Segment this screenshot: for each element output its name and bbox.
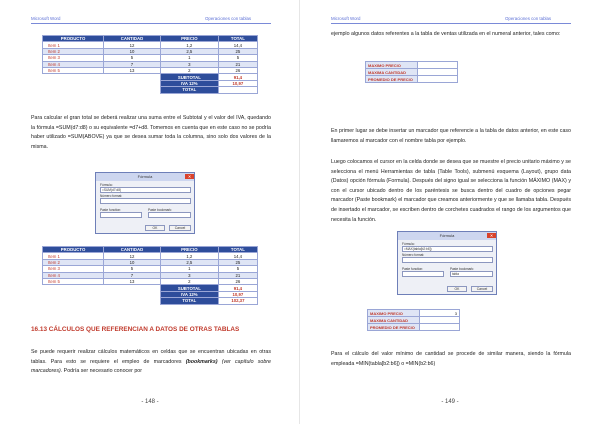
paragraph-bookmarks [31,348,271,377]
table-row: MAXIMA CANTIDAD [368,317,460,324]
paste-bookmark-label: Paste bookmark: [450,267,474,271]
table-row: MAXIMO PRECIO 3 [368,310,460,317]
formula-input[interactable]: =MAX(tabla[b2:b6]) [402,246,493,252]
summary-row: SUBTOTAL 91,4 [43,74,258,80]
chapter-reference: (ver capítulo sobre marcadores) [31,358,271,375]
table-row: MAXIMA CANTIDAD [366,69,458,76]
stats-table-empty [365,61,458,83]
summary-row: TOTAL [43,87,258,93]
col-header: PRODUCTO [43,247,104,253]
summary-row: TOTAL 102,37 [43,298,258,304]
table-row: Item 2 10 2,5 25 [43,48,258,54]
table-row: PROMEDIO DE PRECIO [366,76,458,83]
formula-label: Fórmula: [402,242,415,246]
number-format-label: Número format: [402,253,425,257]
paragraph-text: Se puede requerir realizar cálculos matemáticos en celdas que se encuentran ubicadas en otras tablas. Para esto se requiere el empleo de marcadores [31,349,271,365]
col-header: CANTIDAD [104,247,161,253]
table-row: Item 5 13 2 26 [43,67,258,73]
col-header: PRECIO [160,36,218,42]
ok-button[interactable]: OK [447,286,467,292]
stats-table-filled [367,309,460,331]
col-header: TOTAL [218,36,257,42]
summary-row: SUBTOTAL 91,4 [43,285,258,291]
cancel-button[interactable]: Cancel [471,286,493,292]
page-number: - 148 - [141,399,159,405]
header-app-name: Microsoft Word [331,16,361,21]
header-app-name: Microsoft Word [31,16,61,21]
paragraph-intro: ejemplo algunos datos referentes a la tabla de ventas utilizada en el numeral anterior, tales como: [331,31,561,37]
paste-bookmark-select[interactable]: tabla [450,271,493,277]
table-row: PROMEDIO DE PRECIO [368,324,460,331]
cancel-button[interactable]: Cancel [169,225,191,231]
formula-dialog [397,231,497,295]
table-row: Item 4 7 3 21 [43,61,258,67]
sales-table-1 [42,35,258,94]
header-rule [331,23,571,24]
paste-bookmark-label: Paste bookmark: [148,208,172,212]
table-row: Item 3 5 1 5 [43,55,258,61]
right-page [300,0,600,424]
section-heading: 16.13 CÁLCULOS QUE REFERENCIAN A DATOS DE OTRAS TABLAS [31,326,240,333]
table-row: Item 2 10 2,5 25 [43,259,258,265]
paste-bookmark-select[interactable] [148,212,191,218]
summary-row: IVA 12% 10,97 [43,291,258,297]
ok-button[interactable]: OK [145,225,165,231]
paragraph-grand-total: Para calcular el gran total se deberá realizar una suma entre el Subtotal y el valor del IVA, quedando la fórmula =SUM(d7:d8) o su equivalente =d7+d8. Tomemos en cuenta que en este caso no se podría haber utilizado =SUM(ABOVE) ya que se desea sumar toda la columna, sino solo dos valores de la misma. [31,115,271,150]
formula-label: Fórmula: [100,183,113,187]
paragraph-min-calc: Para el cálculo del valor mínimo de cantidad se procede de similar manera, siendo la fórmula empleada =MIN(tabla[b2:b6]) o =MIN(b2:b6) [331,351,571,367]
page-number: - 149 - [441,399,459,405]
table-row: MAXIMO PRECIO [366,62,458,69]
close-icon[interactable]: ✕ [487,233,496,238]
table-row: Item 1 12 1,2 14,4 [43,42,258,48]
col-header: PRECIO [160,247,218,253]
number-format-select[interactable] [402,257,493,263]
table-row: Item 5 13 2 26 [43,278,258,284]
close-icon[interactable]: ✕ [185,174,194,179]
dialog-title: Fórmula [439,233,455,238]
bookmarks-term: (bookmarks) [185,358,218,365]
paragraph-steps: Luego colocamos el cursor en la celda donde se desea que se muestre el precio unitario máximo y se selecciona el menú Herramientas de tabla (Table Tools), submenú esquema (Layout), grupo data (Datos) opción fórmula (Formula). Después del signo igual se selecciona la función MÁXIMO (MAX) y con el cursor ubicado dentro de los paréntesis se busca dentro del cuadro de opciones pegar marcador (Paste bookmark) el marcador que creamos anteriormente y que se llamaba tabla. Después de insertado el marcador, se escriben dentro de corchetes cuadrados el rango de los argumentos que necesita la función. [331,159,571,223]
paste-function-select[interactable] [402,271,444,277]
dialog-title-bar [96,173,194,181]
header-chapter: Operaciones con tablas [505,16,552,21]
formula-dialog [95,172,195,234]
dialog-title: Fórmula [137,174,153,179]
table-row: Item 3 5 1 5 [43,266,258,272]
paragraph-bookmark-insert: En primer lugar se debe insertar un marcador que referencie a la tabla de datos anterior, en este caso llamaremos al marcador con el nombre tabla por ejemplo. [331,128,571,144]
sales-table-2 [42,246,258,305]
summary-row: IVA 12% 10,97 [43,80,258,86]
header-chapter: Operaciones con tablas [205,16,252,21]
paragraph-text: . Podría ser necesario conocer por [60,368,142,375]
dialog-title-bar [398,232,496,240]
col-header: TOTAL [218,247,257,253]
paste-function-label: Paste function: [100,208,122,212]
number-format-label: Número format: [100,194,123,198]
paste-function-label: Paste function: [402,267,424,271]
table-row: Item 1 12 1,2 14,4 [43,253,258,259]
table-row: Item 4 7 3 21 [43,272,258,278]
number-format-select[interactable] [100,198,191,204]
header-rule [31,23,271,24]
paste-function-select[interactable] [100,212,142,218]
formula-input[interactable]: =SUM(d7:d8) [100,187,191,193]
col-header: CANTIDAD [104,36,161,42]
col-header: PRODUCTO [43,36,104,42]
